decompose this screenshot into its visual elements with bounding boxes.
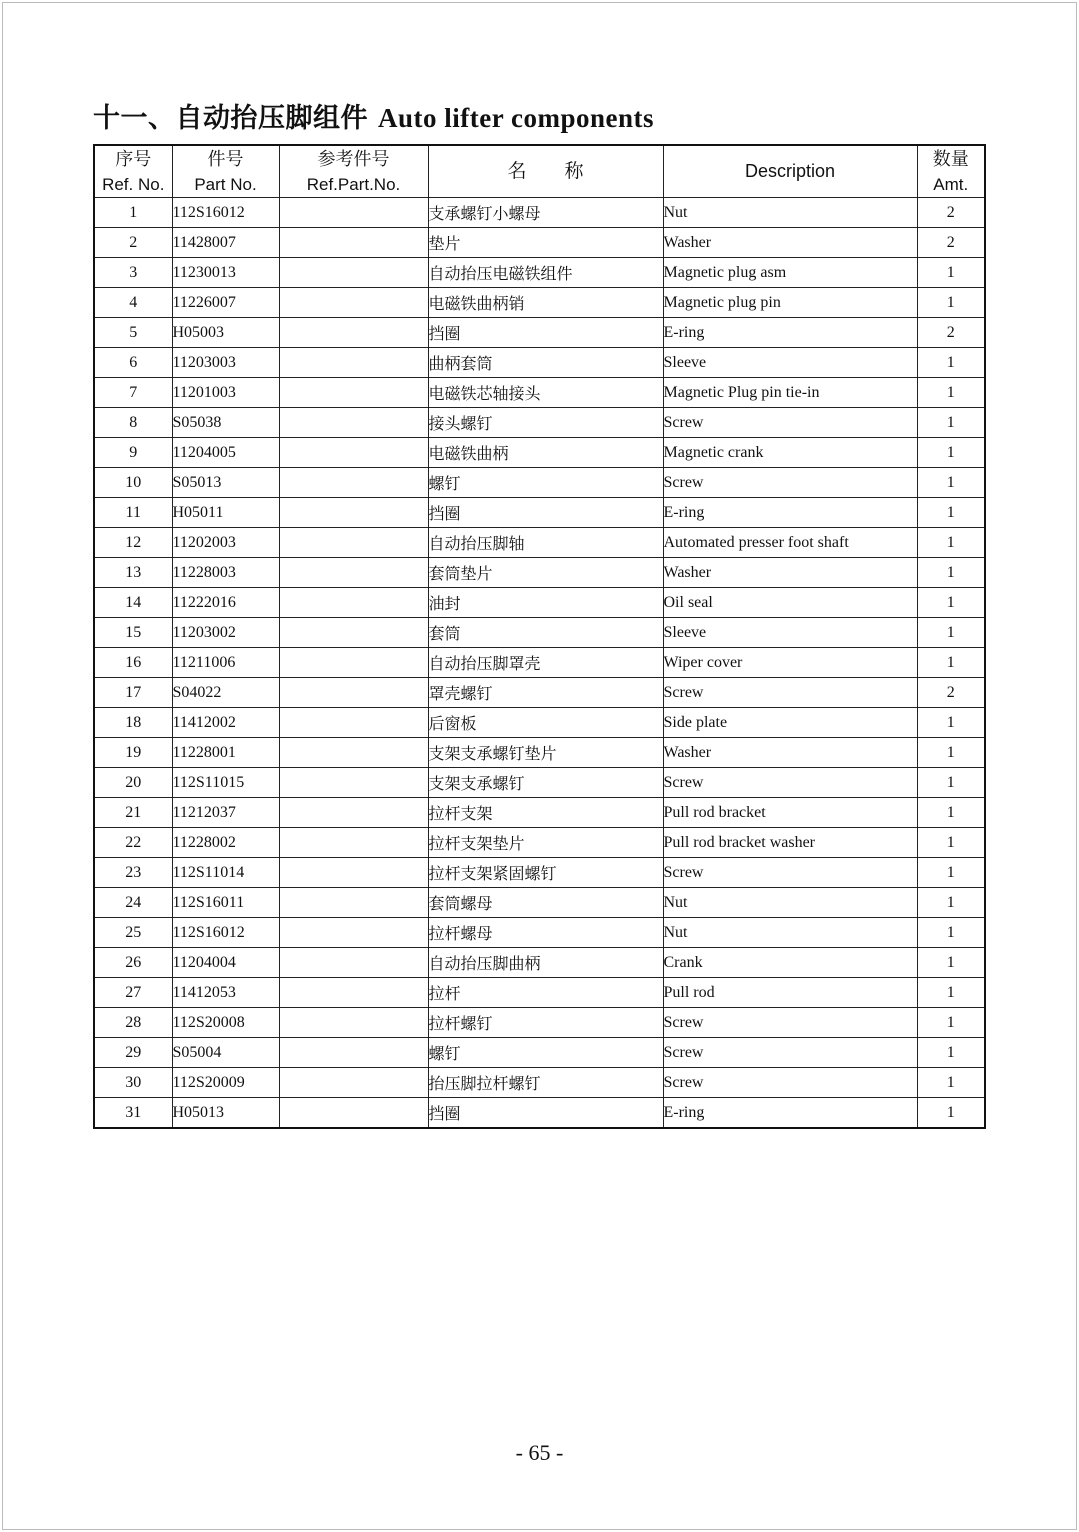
table-row xyxy=(94,288,985,318)
header-part-no xyxy=(172,145,279,198)
cell-description: Sleeve xyxy=(663,348,917,378)
cell-amount: 1 xyxy=(917,708,985,738)
cell-ref-part-no xyxy=(279,288,428,318)
parts-table-body xyxy=(94,198,985,1129)
cell-name: 螺钉 xyxy=(428,468,663,498)
cell-name: 拉杆支架垫片 xyxy=(428,828,663,858)
cell-description: Magnetic plug asm xyxy=(663,258,917,288)
cell-ref-no: 21 xyxy=(94,798,172,828)
cell-part-no: 11228001 xyxy=(172,738,279,768)
cell-ref-no: 3 xyxy=(94,258,172,288)
cell-ref-no: 28 xyxy=(94,1008,172,1038)
cell-description: Screw xyxy=(663,858,917,888)
cell-ref-part-no xyxy=(279,828,428,858)
cell-ref-part-no xyxy=(279,1008,428,1038)
table-row xyxy=(94,678,985,708)
cell-amount: 1 xyxy=(917,948,985,978)
cell-name: 套筒垫片 xyxy=(428,558,663,588)
cell-amount: 1 xyxy=(917,258,985,288)
table-row xyxy=(94,1068,985,1098)
cell-description: Screw xyxy=(663,1008,917,1038)
header-amount xyxy=(917,145,985,198)
section-title-zh: 十一、自动抬压脚组件 xyxy=(93,103,368,134)
table-row xyxy=(94,348,985,378)
cell-amount: 1 xyxy=(917,768,985,798)
cell-ref-no: 8 xyxy=(94,408,172,438)
cell-part-no: S04022 xyxy=(172,678,279,708)
cell-part-no: 11203003 xyxy=(172,348,279,378)
cell-name: 自动抬压电磁铁组件 xyxy=(428,258,663,288)
cell-ref-part-no xyxy=(279,798,428,828)
header-description-en: Description xyxy=(744,161,836,181)
cell-ref-part-no xyxy=(279,228,428,258)
cell-ref-no: 11 xyxy=(94,498,172,528)
cell-amount: 1 xyxy=(917,648,985,678)
header-ref-part-no-en: Ref.Part.No. xyxy=(306,174,401,194)
table-row xyxy=(94,1038,985,1068)
cell-description: Oil seal xyxy=(663,588,917,618)
cell-name: 垫片 xyxy=(428,228,663,258)
cell-description: Nut xyxy=(663,888,917,918)
cell-ref-no: 7 xyxy=(94,378,172,408)
cell-ref-part-no xyxy=(279,1038,428,1068)
cell-ref-no: 4 xyxy=(94,288,172,318)
cell-ref-no: 13 xyxy=(94,558,172,588)
header-amount-zh: 数量 xyxy=(932,148,969,170)
table-row xyxy=(94,648,985,678)
table-row xyxy=(94,378,985,408)
header-name xyxy=(428,145,663,198)
cell-name: 油封 xyxy=(428,588,663,618)
table-row xyxy=(94,708,985,738)
cell-ref-no: 5 xyxy=(94,318,172,348)
table-row xyxy=(94,618,985,648)
cell-description: Screw xyxy=(663,1038,917,1068)
cell-part-no: 11230013 xyxy=(172,258,279,288)
table-row xyxy=(94,888,985,918)
cell-amount: 1 xyxy=(917,798,985,828)
cell-part-no: 112S16011 xyxy=(172,888,279,918)
cell-amount: 2 xyxy=(917,228,985,258)
cell-description: E-ring xyxy=(663,1098,917,1129)
cell-ref-part-no xyxy=(279,438,428,468)
table-row xyxy=(94,468,985,498)
cell-amount: 1 xyxy=(917,378,985,408)
cell-part-no: 11212037 xyxy=(172,798,279,828)
cell-part-no: 112S11015 xyxy=(172,768,279,798)
cell-part-no: 11428007 xyxy=(172,228,279,258)
cell-description: Automated presser foot shaft xyxy=(663,528,917,558)
cell-ref-part-no xyxy=(279,348,428,378)
cell-part-no: 11204005 xyxy=(172,438,279,468)
cell-amount: 1 xyxy=(917,828,985,858)
cell-part-no: 112S16012 xyxy=(172,198,279,228)
cell-ref-no: 6 xyxy=(94,348,172,378)
cell-ref-no: 20 xyxy=(94,768,172,798)
cell-name: 挡圈 xyxy=(428,498,663,528)
table-row xyxy=(94,798,985,828)
cell-name: 电磁铁曲柄销 xyxy=(428,288,663,318)
cell-part-no: H05013 xyxy=(172,1098,279,1129)
cell-ref-no: 16 xyxy=(94,648,172,678)
cell-name: 拉杆螺钉 xyxy=(428,1008,663,1038)
cell-amount: 1 xyxy=(917,468,985,498)
cell-name: 挡圈 xyxy=(428,318,663,348)
cell-part-no: 11211006 xyxy=(172,648,279,678)
header-ref-no-zh: 序号 xyxy=(115,148,152,170)
cell-name: 曲柄套筒 xyxy=(428,348,663,378)
table-row xyxy=(94,948,985,978)
parts-table xyxy=(93,144,986,1129)
cell-ref-part-no xyxy=(279,1098,428,1129)
cell-amount: 1 xyxy=(917,888,985,918)
cell-description: Magnetic crank xyxy=(663,438,917,468)
header-amount-en: Amt. xyxy=(933,174,969,194)
cell-ref-no: 30 xyxy=(94,1068,172,1098)
cell-ref-no: 12 xyxy=(94,528,172,558)
cell-ref-part-no xyxy=(279,1068,428,1098)
cell-name: 接头螺钉 xyxy=(428,408,663,438)
cell-ref-part-no xyxy=(279,408,428,438)
cell-name: 螺钉 xyxy=(428,1038,663,1068)
cell-part-no: H05003 xyxy=(172,318,279,348)
table-row xyxy=(94,198,985,228)
cell-ref-no: 10 xyxy=(94,468,172,498)
cell-ref-part-no xyxy=(279,918,428,948)
cell-description: Screw xyxy=(663,678,917,708)
cell-description: Washer xyxy=(663,228,917,258)
cell-ref-no: 2 xyxy=(94,228,172,258)
cell-name: 抬压脚拉杆螺钉 xyxy=(428,1068,663,1098)
cell-ref-part-no xyxy=(279,198,428,228)
table-row xyxy=(94,408,985,438)
cell-name: 套筒螺母 xyxy=(428,888,663,918)
cell-name: 挡圈 xyxy=(428,1098,663,1129)
cell-amount: 1 xyxy=(917,738,985,768)
cell-ref-no: 25 xyxy=(94,918,172,948)
cell-description: Crank xyxy=(663,948,917,978)
cell-description: Sleeve xyxy=(663,618,917,648)
cell-amount: 2 xyxy=(917,198,985,228)
table-row xyxy=(94,258,985,288)
cell-description: Screw xyxy=(663,1068,917,1098)
cell-ref-part-no xyxy=(279,258,428,288)
cell-description: Nut xyxy=(663,918,917,948)
header-ref-part-no-zh: 参考件号 xyxy=(317,148,390,170)
cell-ref-no: 1 xyxy=(94,198,172,228)
cell-part-no: 11204004 xyxy=(172,948,279,978)
cell-description: Screw xyxy=(663,768,917,798)
cell-amount: 2 xyxy=(917,318,985,348)
cell-description: Washer xyxy=(663,738,917,768)
cell-name: 支架支承螺钉垫片 xyxy=(428,738,663,768)
cell-ref-part-no xyxy=(279,708,428,738)
cell-name: 罩壳螺钉 xyxy=(428,678,663,708)
cell-description: Washer xyxy=(663,558,917,588)
cell-description: Pull rod bracket xyxy=(663,798,917,828)
cell-name: 拉杆支架 xyxy=(428,798,663,828)
header-part-no-en: Part No. xyxy=(194,174,257,194)
cell-description: E-ring xyxy=(663,318,917,348)
cell-amount: 1 xyxy=(917,1008,985,1038)
cell-ref-part-no xyxy=(279,618,428,648)
table-row xyxy=(94,1098,985,1129)
cell-amount: 1 xyxy=(917,408,985,438)
cell-ref-part-no xyxy=(279,558,428,588)
section-title-en: Auto lifter components xyxy=(378,103,654,133)
cell-ref-part-no xyxy=(279,648,428,678)
cell-amount: 1 xyxy=(917,978,985,1008)
cell-amount: 1 xyxy=(917,588,985,618)
table-row xyxy=(94,978,985,1008)
cell-description: Side plate xyxy=(663,708,917,738)
header-ref-no-en: Ref. No. xyxy=(102,174,165,194)
cell-part-no: 11201003 xyxy=(172,378,279,408)
cell-amount: 1 xyxy=(917,618,985,648)
cell-name: 拉杆支架紧固螺钉 xyxy=(428,858,663,888)
cell-ref-no: 19 xyxy=(94,738,172,768)
cell-name: 自动抬压脚罩壳 xyxy=(428,648,663,678)
table-row xyxy=(94,1008,985,1038)
cell-part-no: S05004 xyxy=(172,1038,279,1068)
cell-ref-part-no xyxy=(279,498,428,528)
table-row xyxy=(94,558,985,588)
header-part-no-zh: 件号 xyxy=(207,148,244,170)
cell-amount: 2 xyxy=(917,678,985,708)
cell-part-no: S05013 xyxy=(172,468,279,498)
cell-ref-no: 27 xyxy=(94,978,172,1008)
cell-part-no: 11412053 xyxy=(172,978,279,1008)
cell-description: Pull rod bracket washer xyxy=(663,828,917,858)
cell-name: 拉杆 xyxy=(428,978,663,1008)
cell-ref-part-no xyxy=(279,888,428,918)
cell-ref-part-no xyxy=(279,768,428,798)
cell-name: 支承螺钉小螺母 xyxy=(428,198,663,228)
cell-amount: 1 xyxy=(917,858,985,888)
cell-name: 拉杆螺母 xyxy=(428,918,663,948)
cell-ref-part-no xyxy=(279,678,428,708)
table-row xyxy=(94,528,985,558)
cell-ref-part-no xyxy=(279,948,428,978)
cell-ref-part-no xyxy=(279,858,428,888)
cell-ref-part-no xyxy=(279,318,428,348)
cell-ref-no: 26 xyxy=(94,948,172,978)
cell-ref-no: 18 xyxy=(94,708,172,738)
cell-amount: 1 xyxy=(917,528,985,558)
cell-amount: 1 xyxy=(917,288,985,318)
cell-name: 支架支承螺钉 xyxy=(428,768,663,798)
cell-part-no: 11226007 xyxy=(172,288,279,318)
cell-name: 套筒 xyxy=(428,618,663,648)
cell-part-no: 112S16012 xyxy=(172,918,279,948)
cell-amount: 1 xyxy=(917,1098,985,1129)
cell-part-no: 112S20009 xyxy=(172,1068,279,1098)
table-row xyxy=(94,588,985,618)
cell-amount: 1 xyxy=(917,1038,985,1068)
cell-name: 电磁铁曲柄 xyxy=(428,438,663,468)
cell-description: Wiper cover xyxy=(663,648,917,678)
cell-ref-no: 22 xyxy=(94,828,172,858)
table-row xyxy=(94,858,985,888)
cell-part-no: 112S20008 xyxy=(172,1008,279,1038)
cell-description: Screw xyxy=(663,408,917,438)
cell-description: Pull rod xyxy=(663,978,917,1008)
cell-ref-no: 15 xyxy=(94,618,172,648)
table-row xyxy=(94,828,985,858)
cell-part-no: 11202003 xyxy=(172,528,279,558)
cell-ref-no: 31 xyxy=(94,1098,172,1129)
cell-ref-part-no xyxy=(279,378,428,408)
cell-ref-no: 24 xyxy=(94,888,172,918)
cell-ref-no: 29 xyxy=(94,1038,172,1068)
table-row xyxy=(94,228,985,258)
cell-part-no: 11228003 xyxy=(172,558,279,588)
cell-amount: 1 xyxy=(917,498,985,528)
cell-amount: 1 xyxy=(917,1068,985,1098)
cell-description: Screw xyxy=(663,468,917,498)
cell-description: Magnetic Plug pin tie-in xyxy=(663,378,917,408)
cell-part-no: 112S11014 xyxy=(172,858,279,888)
cell-amount: 1 xyxy=(917,918,985,948)
cell-ref-no: 17 xyxy=(94,678,172,708)
cell-amount: 1 xyxy=(917,558,985,588)
cell-name: 电磁铁芯轴接头 xyxy=(428,378,663,408)
header-ref-part-no xyxy=(279,145,428,198)
cell-name: 自动抬压脚轴 xyxy=(428,528,663,558)
cell-description: Magnetic plug pin xyxy=(663,288,917,318)
cell-part-no: S05038 xyxy=(172,408,279,438)
cell-description: E-ring xyxy=(663,498,917,528)
cell-name: 后窗板 xyxy=(428,708,663,738)
header-name-zh: 名称 xyxy=(507,160,622,182)
cell-ref-no: 9 xyxy=(94,438,172,468)
cell-part-no: H05011 xyxy=(172,498,279,528)
cell-amount: 1 xyxy=(917,438,985,468)
cell-ref-part-no xyxy=(279,588,428,618)
table-row xyxy=(94,768,985,798)
cell-ref-part-no xyxy=(279,978,428,1008)
table-header-row xyxy=(94,145,985,198)
cell-part-no: 11228002 xyxy=(172,828,279,858)
table-row xyxy=(94,318,985,348)
cell-ref-part-no xyxy=(279,528,428,558)
cell-part-no: 11412002 xyxy=(172,708,279,738)
cell-ref-no: 23 xyxy=(94,858,172,888)
table-row xyxy=(94,918,985,948)
cell-name: 自动抬压脚曲柄 xyxy=(428,948,663,978)
cell-amount: 1 xyxy=(917,348,985,378)
table-row xyxy=(94,498,985,528)
page-number: - 65 - xyxy=(515,1440,564,1465)
cell-ref-part-no xyxy=(279,738,428,768)
header-ref-no xyxy=(94,145,172,198)
cell-ref-part-no xyxy=(279,468,428,498)
header-description xyxy=(663,145,917,198)
cell-part-no: 11203002 xyxy=(172,618,279,648)
section-title xyxy=(93,96,654,135)
table-row xyxy=(94,438,985,468)
table-row xyxy=(94,738,985,768)
cell-part-no: 11222016 xyxy=(172,588,279,618)
cell-ref-no: 14 xyxy=(94,588,172,618)
cell-description: Nut xyxy=(663,198,917,228)
